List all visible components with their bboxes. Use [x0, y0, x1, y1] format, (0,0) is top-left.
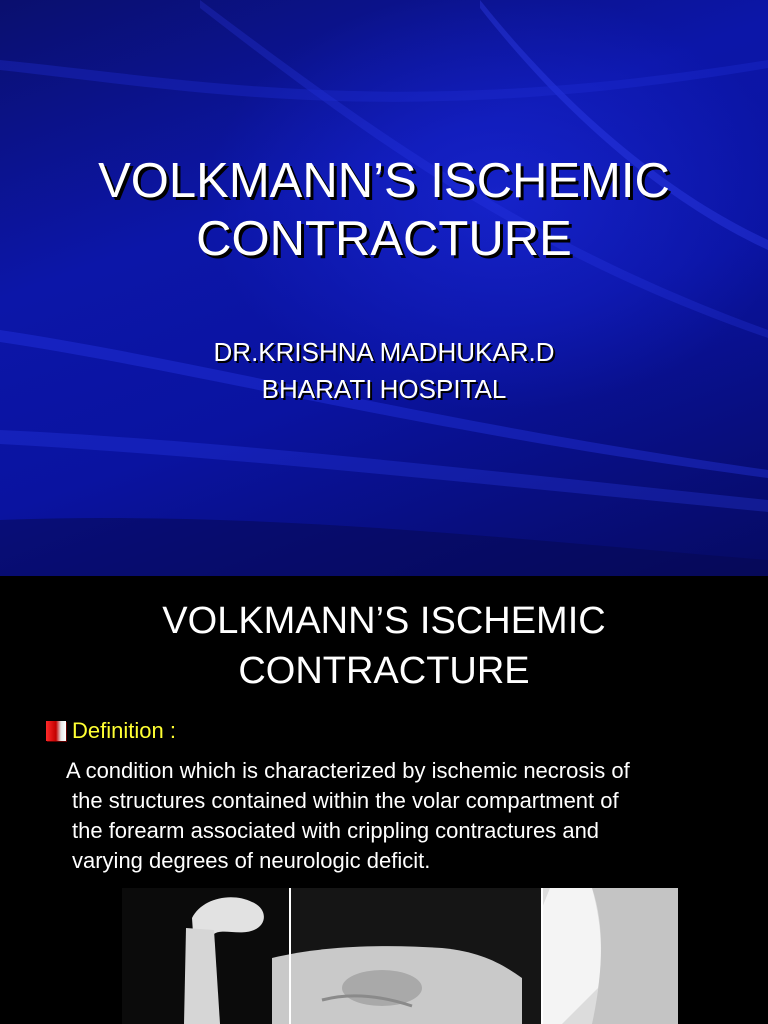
- slide-subtitle: [0, 334, 768, 408]
- title-line-1: VOLKMANN’S ISCHEMIC: [98, 154, 670, 208]
- author-name: DR.KRISHNA MADHUKAR.D: [213, 337, 555, 367]
- definition-line: the structures contained within the volar compartment of: [72, 788, 619, 813]
- clinical-photo: [122, 888, 678, 1024]
- title-line-2: CONTRACTURE: [196, 212, 572, 266]
- heading-line-2: CONTRACTURE: [238, 650, 530, 692]
- definition-bullet: [46, 716, 176, 746]
- square-bullet-icon: [46, 721, 66, 741]
- definition-slide-heading: [0, 596, 768, 696]
- institution-name: BHARATI HOSPITAL: [261, 374, 507, 404]
- definition-line: the forearm associated with crippling contractures and: [72, 818, 600, 843]
- definition-text: [66, 756, 746, 876]
- forearm-contracture-photo-icon: [122, 888, 678, 1024]
- definition-line: A condition which is characterized by ischemic necrosis of: [66, 758, 630, 783]
- slide-title-heading: [0, 152, 768, 268]
- heading-line-1: VOLKMANN’S ISCHEMIC: [162, 600, 606, 642]
- definition-label: Definition :: [72, 718, 176, 743]
- definition-line: varying degrees of neurologic deficit.: [72, 848, 431, 873]
